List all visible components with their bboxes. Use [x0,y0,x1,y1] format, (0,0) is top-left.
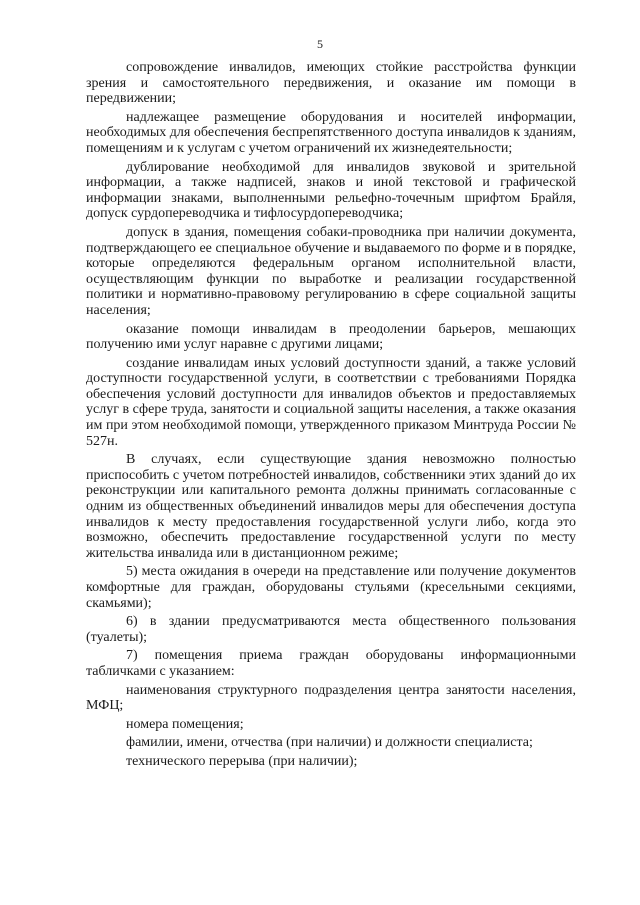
paragraph: фамилии, имени, отчества (при наличии) и должности специалиста; [126,735,533,751]
paragraph: оказание помощи инвалидам в преодолении барьеров, мешающих получению ими услуг наравне с другими лицами; [86,321,576,353]
paragraph: 5) места ожидания в очереди на представление или получение документов комфортные для граждан, оборудованы стульями (кресельными секциями, скамьями); [86,564,576,611]
paragraph: наименования структурного подразделения центра занятости населения, МФЦ; [86,682,576,714]
paragraph: 6) в здании предусматриваются места общественного пользования (туалеты); [86,614,576,645]
paragraph: сопровождение инвалидов, имеющих стойкие расстройства функции зрения и самостоятельного передвижения, и оказание им помощи в передвижении; [86,60,576,107]
paragraph: номера помещения; [126,716,244,732]
paragraph: надлежащее размещение оборудования и носителей информации, необходимых для обеспечения беспрепятственного доступа инвалидов к зданиям, помещениям и к услугам с учетом ограничений их жизнедеятельности; [86,109,576,156]
paragraph: технического перерыва (при наличии); [126,753,358,769]
paragraph: создание инвалидам иных условий доступности зданий, а также условий доступности государственной услуги, в соответствии с требованиями Порядка обеспечения условий доступности для инвалидов объектов и предоставляемых услуг в сфере труда, занятости и социальной защиты населения, а также оказания им при этом необходимой помощи, утвержденного приказом Минтруда России № 527н. [86,355,576,449]
paragraph: В случаях, если существующие здания невозможно полностью приспособить с учетом потребностей инвалидов, собственники этих зданий до их реконструкции или капитального ремонта должны принимать согласованные с одним из общественных объединений инвалидов меры для обеспечения доступа инвалидов к месту предоставления государственной услуги либо, когда это возможно, обеспечить предоставление государственной услуги по месту жительства инвалида или в дистанционном режиме; [86,452,576,561]
paragraph: допуск в здания, помещения собаки-проводника при наличии документа, подтверждающего ее специальное обучение и выдаваемого по форме и в порядке, которые определяются федеральным органом исполнительной власти, осуществляющим функции по выработке и реализации государственной политики и нормативно-правовому регулированию в сфере социальной защиты населения; [86,224,576,318]
paragraph: 7) помещения приема граждан оборудованы информационными табличками с указанием: [86,648,576,679]
document-body [86,60,576,773]
paragraph: дублирование необходимой для инвалидов звуковой и зрительной информации, а также надписей, знаков и иной текстовой и графической информации знаками, выполненными рельефно-точечным шрифтом Брайля, допуск сурдопереводчика и тифлосурдопереводчика; [86,159,576,222]
page-number: 5 [317,37,323,51]
